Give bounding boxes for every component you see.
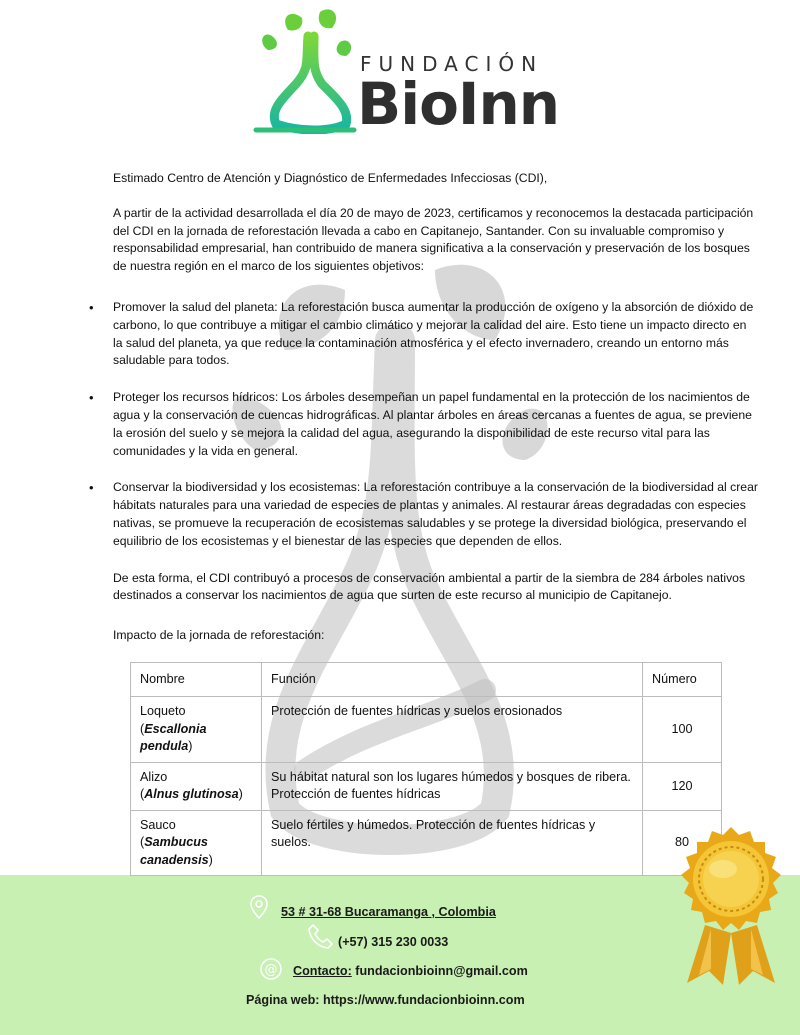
common-name: Alizo bbox=[140, 769, 168, 784]
tree-function: Suelo fértiles y húmedos. Protección de fuentes hídricas y suelos. bbox=[262, 810, 643, 876]
location-icon bbox=[250, 895, 268, 919]
logo-text-fundacion: FUNDACIÓN bbox=[360, 52, 544, 76]
table-row bbox=[131, 697, 722, 763]
contact-email[interactable]: fundacionbioinn@gmail.com bbox=[355, 964, 528, 978]
common-name: Sauco bbox=[140, 817, 176, 832]
tree-number: 100 bbox=[643, 697, 722, 763]
footer-phone: (+57) 315 230 0033 bbox=[338, 935, 449, 949]
email-icon bbox=[259, 957, 283, 981]
contact-label: Contacto: bbox=[293, 964, 352, 978]
table-row bbox=[131, 810, 722, 876]
logo-text-bioinn: BioInn bbox=[357, 70, 560, 138]
header-numero: Número bbox=[643, 662, 722, 697]
tree-name-cell: Sauco (Sambucus canadensis) bbox=[131, 810, 262, 876]
footer-address: 53 # 31-68 Bucaramanga , Colombia bbox=[281, 905, 496, 919]
objective-item: • Proteger los recursos hídricos: Los árboles desempeñan un papel fundamental en la protección de los nacimientos de agua y la conservación de cuencas hidrográficas. Al plantar árboles en áreas cercanas a fuentes de agua, se previene la erosión del suelo y se mejora la calidad del agua, asegurando la disponibilidad de este recurso vital para las comunidades y la vida en general. bbox=[113, 389, 758, 460]
header-nombre: Nombre bbox=[131, 662, 262, 697]
objective-item: • Promover la salud del planeta: La reforestación busca aumentar la producción de oxígeno y la absorción de dióxido de carbono, lo que contribuye a mitigar el cambio climático y mejorar la calidad del aire. Esto tiene un impacto directo en la salud del planeta, ya que reduce la contaminación atmosférica y el efecto invernadero, creando un entorno más saludable para todos. bbox=[113, 299, 758, 370]
letter-body bbox=[113, 170, 758, 876]
tree-name-cell: Loqueto (Escallonia pendula) bbox=[131, 697, 262, 763]
tree-number: 80 bbox=[643, 810, 722, 876]
table-header-row bbox=[131, 662, 722, 697]
phone-icon bbox=[308, 923, 334, 949]
table-row bbox=[131, 762, 722, 810]
footer-website[interactable]: Página web: https://www.fundacionbioinn.com bbox=[246, 993, 525, 1007]
tree-function: Su hábitat natural son los lugares húmedos y bosques de ribera. Protección de fuentes hídricas bbox=[262, 762, 643, 810]
tree-function: Protección de fuentes hídricas y suelos erosionados bbox=[262, 697, 643, 763]
footer-contact bbox=[293, 964, 528, 978]
intro-paragraph: A partir de la actividad desarrollada el día 20 de mayo de 2023, certificamos y reconocemos la destacada participación del CDI en la jornada de reforestación llevada a cabo en Capitanejo, Santander. Con su invaluable compromiso y responsabilidad empresarial, han contribuido de manera significativa a la conservación y preservación de los bosques de nuestra región en el marco de los siguientes objetivos: bbox=[113, 205, 754, 274]
objective-item: • Conservar la biodiversidad y los ecosistemas: La reforestación contribuye a la conservación de la biodiversidad al crear hábitats naturales para una variedad de especies de plantas y animales. Al restaurar áreas degradadas con especies nativas, se promueve la recuperación de ecosistemas saludables y se protege la diversidad biológica, preservando el equilibrio de los ecosistemas y el bienestar de las especies que dependen de ellos. bbox=[113, 479, 758, 550]
impact-title: Impacto de la jornada de reforestación: bbox=[113, 628, 325, 643]
scientific-name: Escallonia pendula bbox=[140, 721, 207, 754]
trees-table bbox=[130, 662, 722, 877]
greeting: Estimado Centro de Atención y Diagnóstico de Enfermedades Infecciosas (CDI), bbox=[113, 171, 548, 185]
letterhead bbox=[0, 0, 800, 150]
closing-paragraph: De esta forma, el CDI contribuyó a procesos de conservación ambiental a partir de la siembra de 284 árboles nativos destinados a conservar los nacimientos de agua que surten de este recurso al municipio de Capitanejo. bbox=[113, 570, 746, 603]
tree-name-cell: Alizo (Alnus glutinosa) bbox=[131, 762, 262, 810]
common-name: Loqueto bbox=[140, 704, 186, 719]
scientific-name: Alnus glutinosa bbox=[144, 787, 239, 802]
header-funcion: Función bbox=[262, 662, 643, 697]
scientific-name: Sambucus canadensis bbox=[140, 835, 209, 867]
medal-icon bbox=[665, 825, 797, 985]
svg-text:@: @ bbox=[264, 962, 278, 978]
plant-logo-icon bbox=[250, 6, 360, 134]
objectives-list bbox=[113, 299, 758, 551]
tree-number: 120 bbox=[643, 762, 722, 810]
